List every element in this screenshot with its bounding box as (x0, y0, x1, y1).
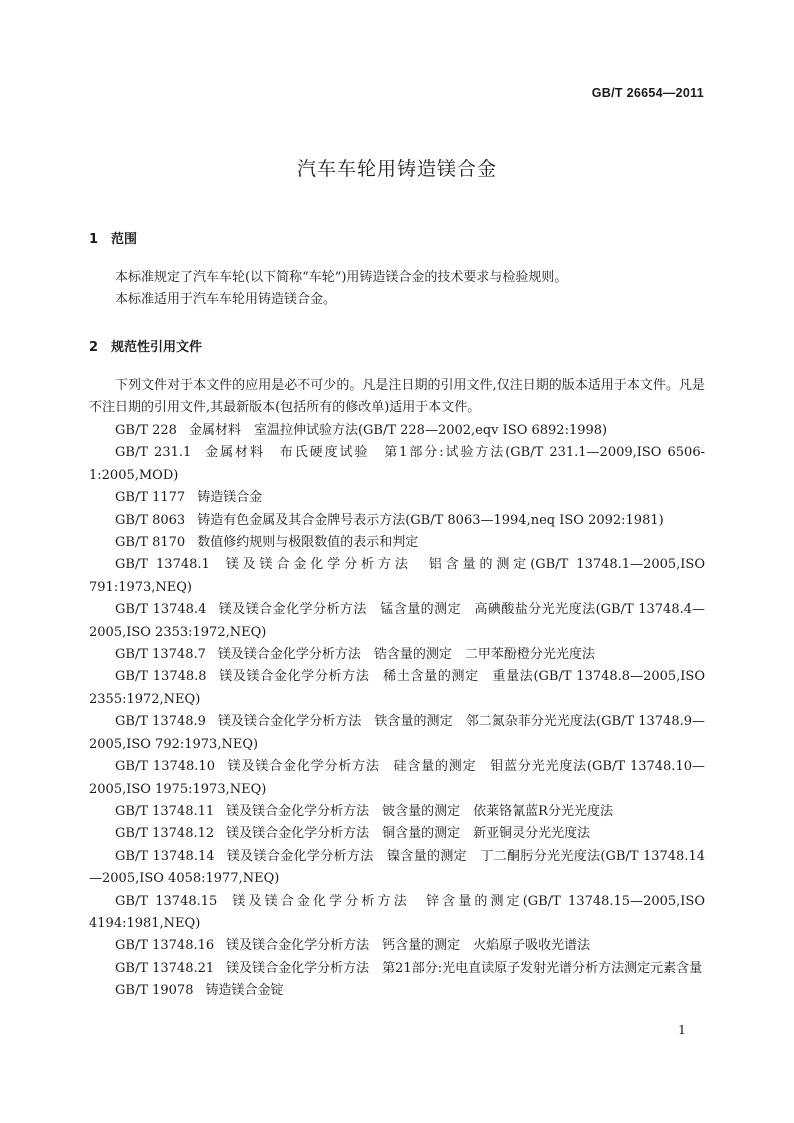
reference-item (89, 801, 705, 823)
reference-item (89, 666, 705, 711)
reference-item (89, 532, 705, 554)
reference-item (89, 599, 705, 644)
reference-title: 镁及镁合金化学分析方法 铁含量的测定 邻二氮杂菲分光光度法(GB/T 13748.9—2005,ISO 792:1973,NEQ) (89, 714, 705, 752)
reference-code: GB/T 13748.15 (115, 893, 218, 909)
reference-code: GB/T 8063 (115, 512, 186, 528)
reference-code: GB/T 8170 (115, 535, 186, 551)
reference-code: GB/T 13748.7 (115, 647, 206, 663)
reference-title: 镁及镁合金化学分析方法 铝含量的测定(GB/T 13748.1—2005,ISO 791:1973,NEQ) (89, 557, 705, 595)
reference-item (89, 823, 705, 845)
reference-title: 镁及镁合金化学分析方法 钙含量的测定 火焰原子吸收光谱法 (226, 938, 591, 954)
reference-code: GB/T 13748.11 (115, 803, 215, 819)
section-1-number: 1 (89, 232, 99, 247)
reference-code: GB/T 13748.9 (115, 714, 206, 730)
section-2-heading (89, 336, 202, 355)
reference-title: 镁及镁合金化学分析方法 镍含量的测定 丁二酮肟分光光度法(GB/T 13748.14—2005,ISO 4058:1977,NEQ) (89, 848, 705, 887)
reference-item (89, 935, 705, 957)
reference-code: GB/T 13748.8 (115, 669, 207, 685)
section-2-number: 2 (89, 340, 99, 355)
reference-item (89, 420, 705, 442)
reference-code: GB/T 231.1 (115, 445, 192, 461)
reference-code: GB/T 13748.12 (115, 826, 215, 842)
document-title: 汽车车轮用铸造镁合金 (296, 158, 497, 180)
reference-title: 镁及镁合金化学分析方法 稀土含量的测定 重量法(GB/T 13748.8—2005,ISO 2355:1972,NEQ) (89, 669, 705, 707)
reference-title: 镁及镁合金化学分析方法 锰含量的测定 高碘酸盐分光光度法(GB/T 13748.4—2005,ISO 2353:1972,NEQ) (89, 602, 705, 640)
reference-title: 铸造有色金属及其合金牌号表示方法(GB/T 8063—1994,neq ISO 2092:1981) (197, 512, 664, 528)
reference-title: 镁及镁合金化学分析方法 锌含量的测定(GB/T 13748.15—2005,ISO 4194:1981,NEQ) (89, 893, 705, 931)
reference-title: 镁及镁合金化学分析方法 铍含量的测定 依莱铬氰蓝R分光光度法 (226, 803, 613, 819)
reference-item (89, 711, 705, 756)
reference-code: GB/T 13748.1 (115, 557, 210, 573)
reference-title: 铸造镁合金 (197, 490, 263, 506)
reference-code: GB/T 1177 (115, 490, 186, 506)
reference-item (89, 980, 705, 1002)
page-number: 1 (678, 1022, 686, 1037)
reference-code: GB/T 13748.14 (115, 848, 215, 864)
reference-code: GB/T 13748.21 (115, 960, 215, 976)
reference-item (89, 891, 705, 936)
reference-code: GB/T 19078 (115, 983, 194, 999)
reference-title: 铸造镁合金锭 (205, 983, 284, 999)
reference-item (89, 442, 705, 487)
reference-item (89, 510, 705, 532)
reference-item (89, 644, 705, 666)
reference-item (89, 756, 705, 801)
reference-item (89, 846, 705, 891)
reference-item (89, 554, 705, 599)
reference-item (89, 958, 705, 980)
reference-title: 数值修约规则与极限数值的表示和判定 (197, 535, 419, 551)
section-1-title: 范围 (111, 232, 138, 247)
reference-title: 镁及镁合金化学分析方法 铜含量的测定 新亚铜灵分光光度法 (226, 826, 591, 842)
scope-paragraph-1: 本标准规定了汽车车轮(以下简称“车轮”)用铸造镁合金的技术要求与检验规则。 (115, 270, 568, 285)
reference-title: 镁及镁合金化学分析方法 锆含量的测定 二甲苯酚橙分光光度法 (217, 647, 595, 663)
reference-list (89, 420, 705, 1003)
reference-code: GB/T 13748.16 (115, 938, 215, 954)
reference-item (89, 487, 705, 509)
reference-title: 镁及镁合金化学分析方法 硅含量的测定 钼蓝分光光度法(GB/T 13748.10—2005,ISO 1975:1973,NEQ) (89, 759, 705, 797)
reference-title: 镁及镁合金化学分析方法 第21部分:光电直读原子发射光谱分析方法测定元素含量 (226, 960, 703, 976)
reference-code: GB/T 13748.4 (115, 602, 207, 618)
reference-code: GB/T 13748.10 (115, 759, 215, 775)
normative-references-intro: 下列文件对于本文件的应用是必不可少的。凡是注日期的引用文件,仅注日期的版本适用于本文件。凡是不注日期的引用文件,其最新版本(包括所有的修改单)适用于本文件。 (89, 378, 705, 415)
section-1-heading (89, 228, 137, 247)
reference-code: GB/T 228 (115, 423, 177, 438)
section-2-title: 规范性引用文件 (111, 340, 203, 355)
reference-title: 金属材料 室温拉伸试验方法(GB/T 228—2002,eqv ISO 6892:1998) (188, 423, 608, 438)
scope-paragraph-2: 本标准适用于汽车车轮用铸造镁合金。 (115, 292, 337, 307)
reference-title: 金属材料 布氏硬度试验 第1部分:试验方法(GB/T 231.1—2009,ISO 6506-1:2005,MOD) (89, 445, 705, 483)
standard-code: GB/T 26654—2011 (591, 86, 704, 100)
